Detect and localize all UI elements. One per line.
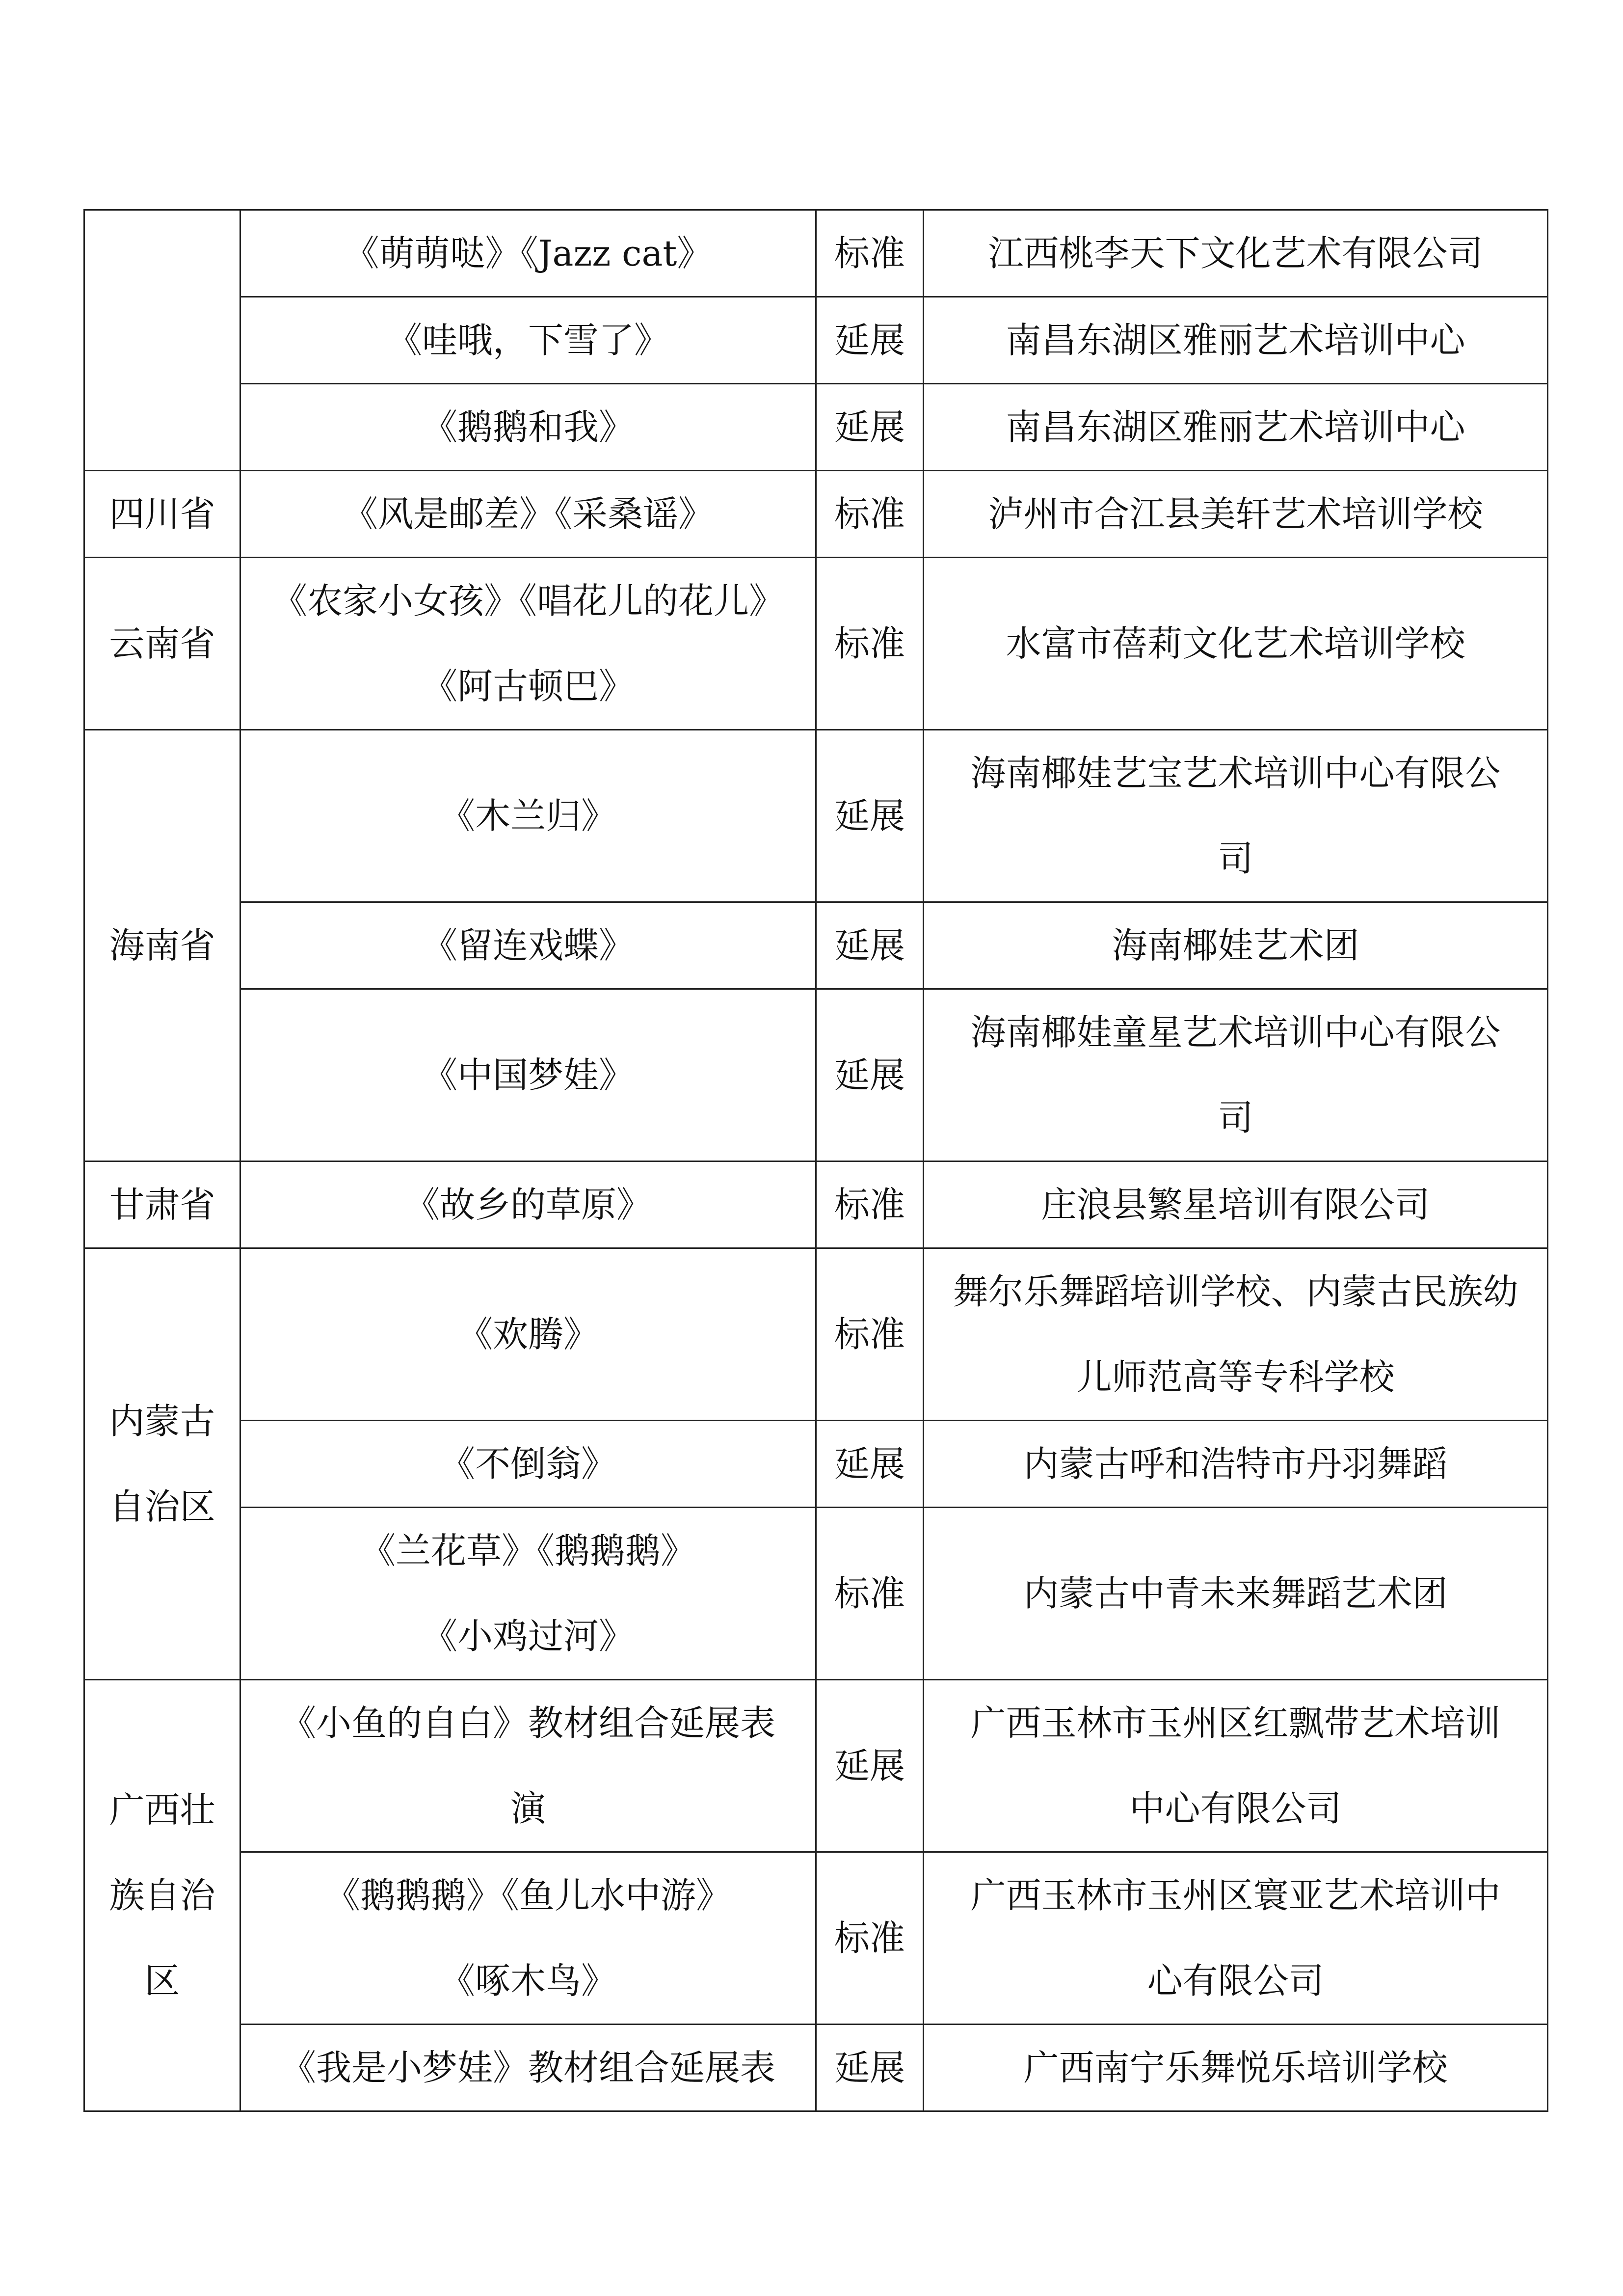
province-cell: 甘肃省 xyxy=(84,1162,240,1248)
org-cell: 内蒙古中青未来舞蹈艺术团 xyxy=(924,1508,1548,1680)
table-row xyxy=(84,471,1548,558)
org-cell: 海南椰娃童星艺术培训中心有限公 司 xyxy=(924,989,1548,1162)
table-row xyxy=(84,1508,1548,1680)
org-cell: 水富市蓓莉文化艺术培训学校 xyxy=(924,558,1548,730)
type-cell: 标准 xyxy=(816,471,924,558)
org-cell: 海南椰娃艺术团 xyxy=(924,902,1548,989)
table-row xyxy=(84,297,1548,384)
table-row xyxy=(84,730,1548,902)
works-cell: 《故乡的草原》 xyxy=(240,1162,816,1248)
award-table xyxy=(83,209,1548,2112)
works-cell: 《兰花草》《鹅鹅鹅》 《小鸡过河》 xyxy=(240,1508,816,1680)
province-cell: 海南省 xyxy=(84,730,240,1162)
table-row xyxy=(84,1680,1548,1852)
type-cell: 标准 xyxy=(816,1508,924,1680)
province-cell: 四川省 xyxy=(84,471,240,558)
works-cell: 《欢腾》 xyxy=(240,1248,816,1421)
province-cell: 云南省 xyxy=(84,558,240,730)
table-row xyxy=(84,558,1548,730)
table-row xyxy=(84,1248,1548,1421)
org-cell: 江西桃李天下文化艺术有限公司 xyxy=(924,210,1548,297)
works-cell: 《小鱼的自白》教材组合延展表 演 xyxy=(240,1680,816,1852)
table-row xyxy=(84,1162,1548,1248)
type-cell: 标准 xyxy=(816,210,924,297)
org-cell: 海南椰娃艺宝艺术培训中心有限公 司 xyxy=(924,730,1548,902)
works-cell: 《农家小女孩》《唱花儿的花儿》 《阿古顿巴》 xyxy=(240,558,816,730)
type-cell: 延展 xyxy=(816,2025,924,2111)
works-cell: 《木兰归》 xyxy=(240,730,816,902)
org-cell: 广西玉林市玉州区寰亚艺术培训中 心有限公司 xyxy=(924,1852,1548,2025)
type-cell: 延展 xyxy=(816,989,924,1162)
works-cell: 《不倒翁》 xyxy=(240,1421,816,1508)
works-cell: 《鹅鹅鹅》《鱼儿水中游》 《啄木鸟》 xyxy=(240,1852,816,2025)
works-cell: 《我是小梦娃》教材组合延展表 xyxy=(240,2025,816,2111)
org-cell: 泸州市合江县美轩艺术培训学校 xyxy=(924,471,1548,558)
table-row xyxy=(84,902,1548,989)
type-cell: 延展 xyxy=(816,1421,924,1508)
org-cell: 南昌东湖区雅丽艺术培训中心 xyxy=(924,384,1548,471)
type-cell: 标准 xyxy=(816,558,924,730)
works-cell: 《鹅鹅和我》 xyxy=(240,384,816,471)
table-row xyxy=(84,989,1548,1162)
org-cell: 庄浪县繁星培训有限公司 xyxy=(924,1162,1548,1248)
province-cell: 内蒙古 自治区 xyxy=(84,1248,240,1680)
works-cell: 《萌萌哒》《Jazz cat》 xyxy=(240,210,816,297)
province-cell: 广西壮 族自治 区 xyxy=(84,1680,240,2111)
table-row xyxy=(84,384,1548,471)
org-cell: 南昌东湖区雅丽艺术培训中心 xyxy=(924,297,1548,384)
type-cell: 标准 xyxy=(816,1162,924,1248)
works-cell: 《留连戏蝶》 xyxy=(240,902,816,989)
org-cell: 广西南宁乐舞悦乐培训学校 xyxy=(924,2025,1548,2111)
works-cell: 《哇哦，下雪了》 xyxy=(240,297,816,384)
org-cell: 广西玉林市玉州区红飘带艺术培训 中心有限公司 xyxy=(924,1680,1548,1852)
org-cell: 内蒙古呼和浩特市丹羽舞蹈 xyxy=(924,1421,1548,1508)
type-cell: 延展 xyxy=(816,902,924,989)
works-cell: 《风是邮差》《采桑谣》 xyxy=(240,471,816,558)
type-cell: 标准 xyxy=(816,1248,924,1421)
type-cell: 延展 xyxy=(816,730,924,902)
table-row xyxy=(84,210,1548,297)
type-cell: 延展 xyxy=(816,384,924,471)
province-cell-blank xyxy=(84,210,240,471)
works-cell: 《中国梦娃》 xyxy=(240,989,816,1162)
table-row xyxy=(84,1852,1548,2025)
org-cell: 舞尔乐舞蹈培训学校、内蒙古民族幼 儿师范高等专科学校 xyxy=(924,1248,1548,1421)
table-row xyxy=(84,2025,1548,2111)
table-row xyxy=(84,1421,1548,1508)
type-cell: 标准 xyxy=(816,1852,924,2025)
type-cell: 延展 xyxy=(816,1680,924,1852)
type-cell: 延展 xyxy=(816,297,924,384)
